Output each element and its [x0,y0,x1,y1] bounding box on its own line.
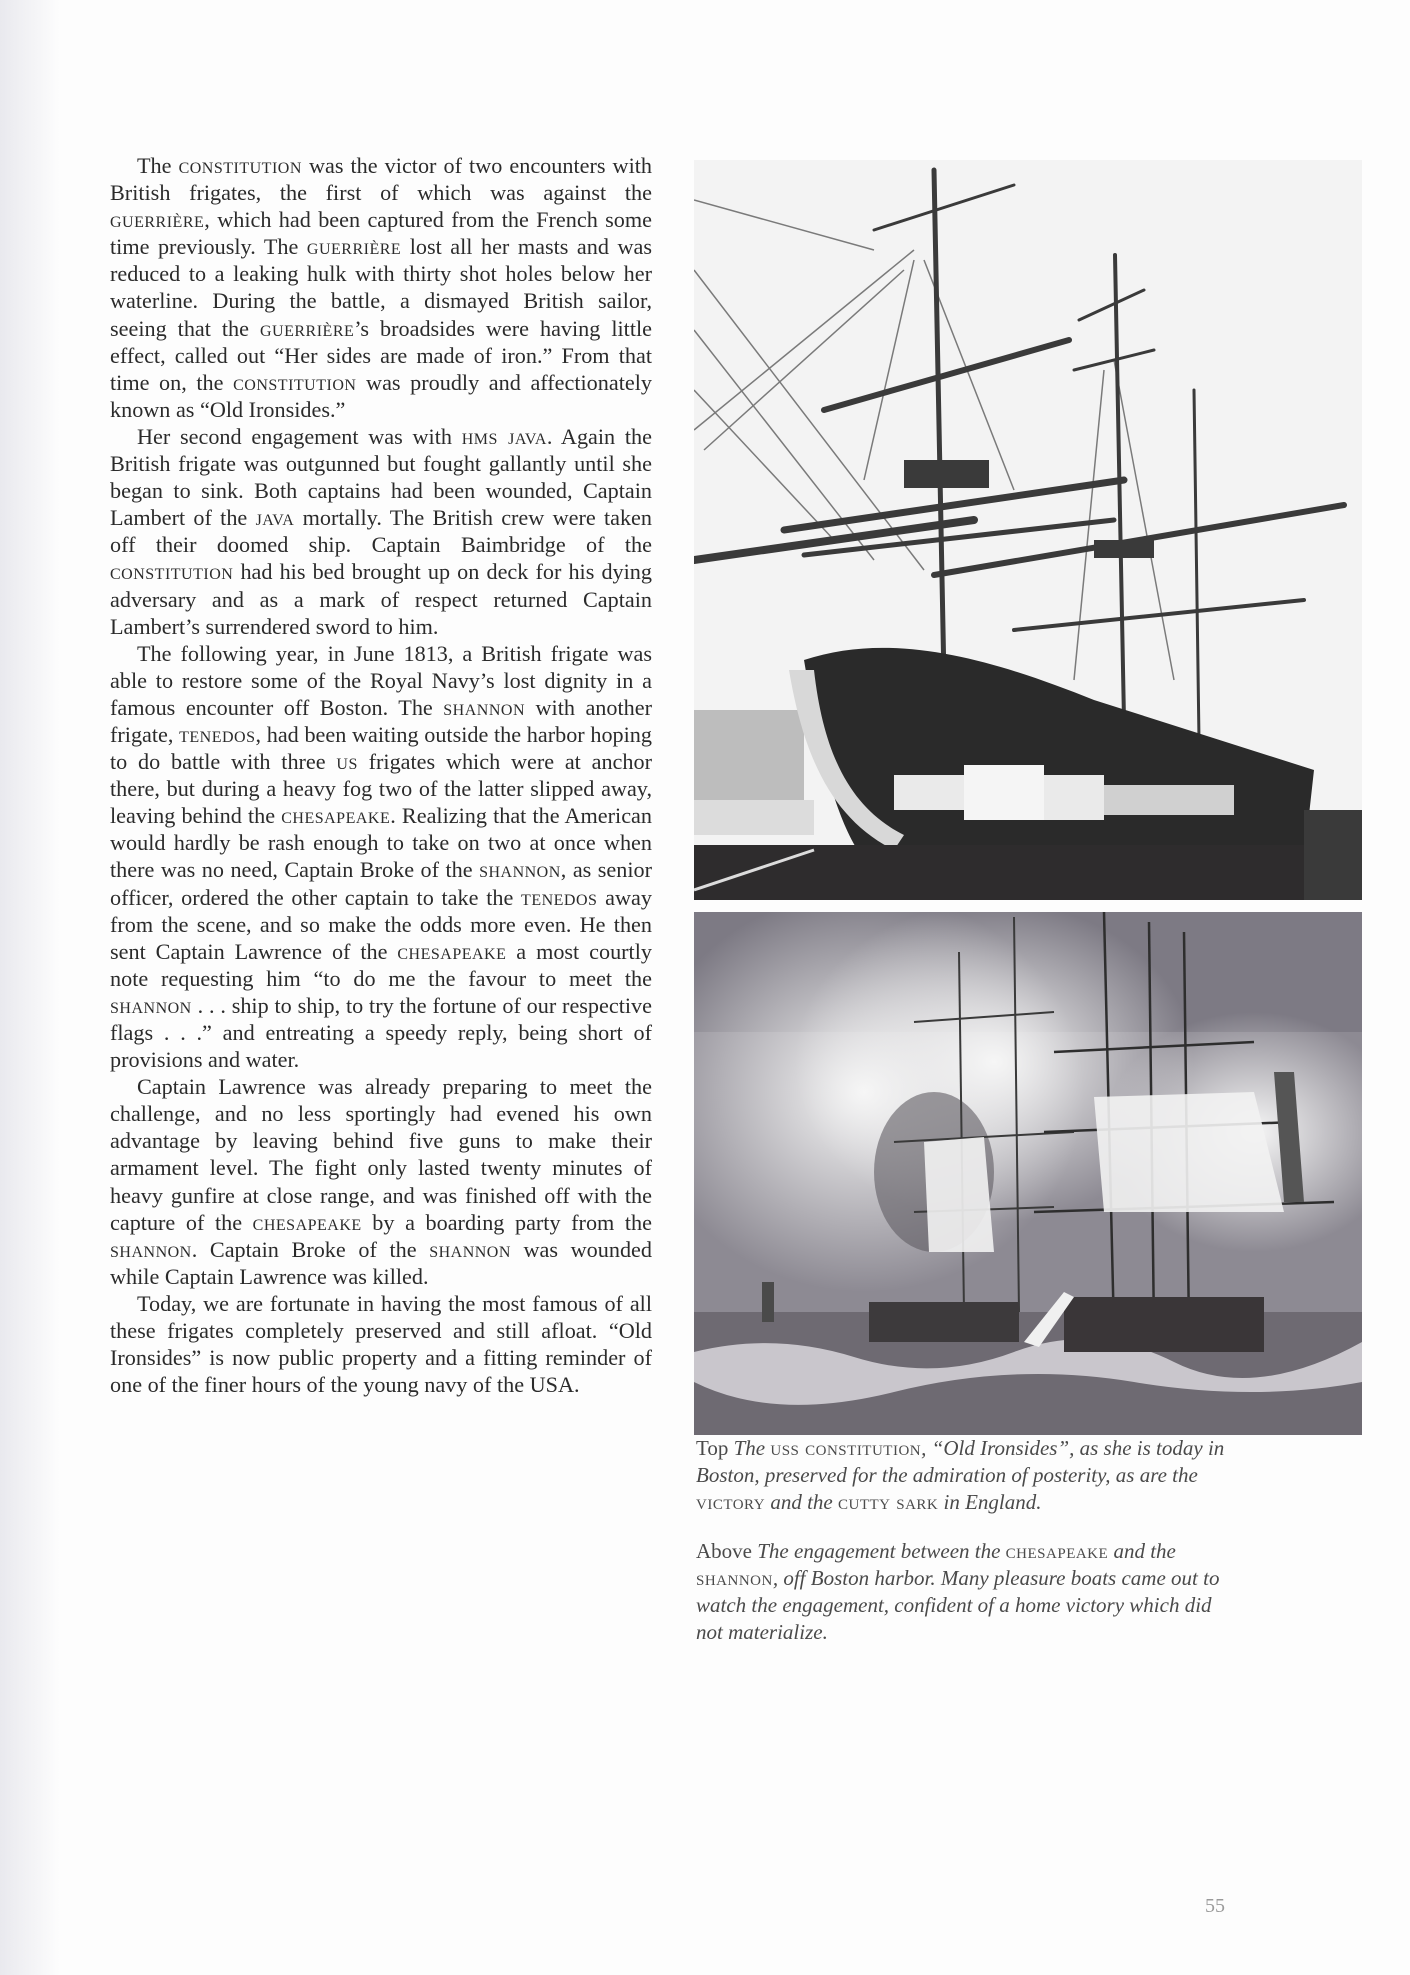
caption-text: in England. [938,1490,1042,1514]
ship-name: constitution [233,369,357,395]
text-run: Her second engagement was with [137,423,462,449]
page-number: 55 [1205,1895,1225,1917]
ship-name: shannon [110,1236,192,1262]
caption-top [696,1435,1236,1516]
body-text-column [110,152,652,1398]
caption-text: and the [765,1490,838,1514]
text-run: lost all her masts and was reduced to a leaking hulk with thirty shot holes below her waterline. During the battle, a dismayed British sailor, seeing that the [110,234,652,341]
body-paragraph [110,423,652,640]
text-run: , had been waiting outside the harbor hoping to do battle with three [110,721,652,775]
body-paragraph [110,1290,652,1398]
ship-name: uss constitution [770,1436,922,1460]
text-run: The following year, in June 1813, a British frigate was able to restore some of the Royal Navy’s lost dignity in a famous encounter off Boston. The [110,640,652,720]
ship-name: chesapeake [397,938,507,964]
text-run: ’s broadsides were having little effect, called out “Her sides are made of iron.” From that time on, the [110,315,653,395]
ship-name: guerrière [259,315,355,341]
caption-text: and the [1108,1539,1176,1563]
text-run: . Again the British frigate was outgunned but fought gallantly until she began to sink. Both captains had been wounded, Captain Lambert of the [110,423,652,531]
text-run: . . . ship to ship, to try the fortune of our respective flags . . .” and entreating a speedy reply, being short of provisions and water. [110,992,652,1073]
text-run: with another frigate, [110,694,652,747]
text-run: The [137,153,179,178]
ship-name: guerrière [110,207,205,233]
text-run: . Captain Broke of the [191,1236,430,1262]
ship-name: tenedos [179,721,256,747]
ship-name: chesapeake [252,1209,362,1235]
text-run: , which had been captured from the French some time previously. The [110,207,652,260]
ship-name: shannon [696,1566,773,1590]
text-run: Today, we are fortunate in having the most famous of all these frigates completely preserved and still afloat. “Old Ironsides” is now public property and a fitting reminder of one of the finer hours of the young navy of the USA. [110,1290,652,1398]
text-run: , as senior officer, ordered the other captain to take the [110,857,652,910]
caption-above [696,1538,1236,1646]
text-run: away from the scene, and so make the odds more even. He then sent Captain Lawrence of the [110,884,652,964]
ship-name: constitution [178,153,302,178]
ship-name: cutty sark [837,1490,939,1514]
text-run: was proudly and affectionately known as “Old Ironsides.” [110,369,652,422]
text-run: had his bed brought up on deck for his dying adversary and as a mark of respect returned Captain Lambert’s surrendered sword to him. [110,559,652,639]
text-run: Captain Lawrence was already preparing to meet the challenge, and no less sportingly had evened his own advantage by leaving behind five guns to make their armament level. The fight only lasted twenty minutes of heavy gunfire at close range, and was finished off with the capture of the [110,1074,652,1235]
body-paragraph [110,152,652,423]
battle-painting-illustration [694,912,1362,1435]
page-gutter-shade [0,0,60,1975]
ship-name: chesapeake [1005,1539,1109,1563]
ship-name: java [255,505,295,531]
caption-text: The engagement between the [757,1539,1006,1563]
text-run: . Realizing that the American would hardly be rash enough to take on two at once when there was no need, Captain Broke of the [110,803,652,883]
ship-name: constitution [110,559,234,585]
painting-chesapeake-shannon [694,912,1362,1435]
body-paragraph [110,640,652,1074]
text-run: was wounded while Captain Lawrence was killed. [110,1236,652,1289]
ship-name: shannon [479,857,561,883]
caption-lead: Top [696,1436,734,1460]
text-run: mortally. The British crew were taken off their doomed ship. Captain Baimbridge of the [110,505,652,558]
text-run: a most courtly note requesting him “to do me the favour to meet the [110,938,652,991]
body-paragraph [110,1073,652,1290]
ship-name: hms java [461,423,547,449]
photo-uss-constitution [694,160,1362,900]
ship-name: shannon [429,1236,511,1262]
text-run: frigates which were at anchor there, but during a heavy fog two of the latter slipped away, leaving behind the [110,749,652,829]
caption-text: , “Old Ironsides”, as she is today in Boston, preserved for the admiration of posterity, as are the [696,1436,1225,1487]
caption-text: The [733,1436,771,1460]
caption-text: , off Boston harbor. Many pleasure boats came out to watch the engagement, confident of a home victory which did not materialize. [696,1566,1220,1644]
figure-captions [696,1435,1236,1668]
ship-name: victory [696,1490,766,1514]
ship-name: tenedos [521,884,598,910]
text-run: by a boarding party from the [361,1209,652,1235]
caption-lead: Above [696,1539,758,1563]
text-run: was the victor of two encounters with British frigates, the first of which was against the [110,153,652,206]
ship-name: us [336,749,358,775]
ship-name: chesapeake [281,803,391,829]
ship-photo-illustration [694,160,1362,900]
ship-name: shannon [443,694,526,720]
ship-name: guerrière [306,234,402,260]
ship-name: shannon [110,992,192,1018]
